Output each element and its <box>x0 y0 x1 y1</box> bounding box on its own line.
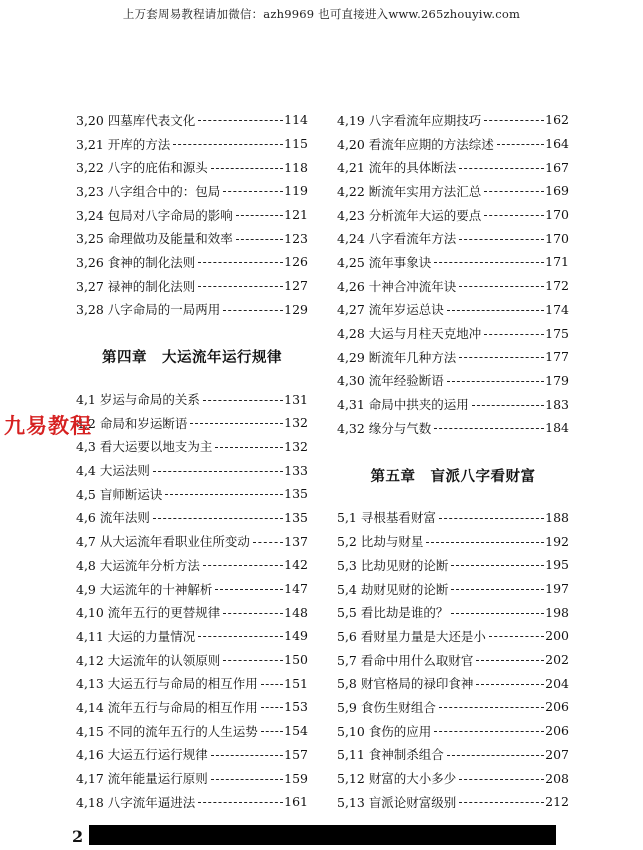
dot-leader <box>190 423 283 424</box>
toc-list-chapter4 <box>76 387 308 813</box>
toc-entry <box>76 695 308 719</box>
toc-entry-label: 4,22 断流年实用方法汇总 <box>337 183 482 199</box>
toc-entry-label: 4,14 流年五行与命局的相互作用 <box>76 699 258 715</box>
dot-leader <box>484 334 544 335</box>
toc-entry-page: 169 <box>545 183 569 199</box>
toc-entry <box>337 416 569 440</box>
toc-entry-page: 161 <box>284 794 308 810</box>
dot-leader <box>447 381 544 382</box>
toc-entry-page: 159 <box>284 770 308 786</box>
dot-leader <box>211 779 283 780</box>
toc-entry <box>337 250 569 274</box>
page-header: 上万套周易教程请加微信：azh9969 也可直接进入www.265zhouyiw.com <box>122 7 521 21</box>
spacer <box>76 321 308 335</box>
toc-entry-page: 126 <box>284 254 308 270</box>
toc-entry <box>337 648 569 672</box>
toc-entry-label: 4,8 大运流年分析方法 <box>76 557 200 573</box>
toc-entry-label: 3,28 八字命局的一局两用 <box>76 302 221 318</box>
toc-entry-page: 157 <box>284 746 308 762</box>
dot-leader <box>459 357 544 358</box>
toc-entry <box>76 458 308 482</box>
toc-left-column <box>76 108 308 814</box>
toc-entry-page: 200 <box>545 628 569 644</box>
watermark-logo: 九易教程 <box>4 414 92 438</box>
toc-entry-page: 197 <box>545 581 569 597</box>
dot-leader <box>198 262 283 263</box>
toc-entry-label: 4,17 流年能量运行原则 <box>76 771 208 787</box>
toc-entry-page: 198 <box>545 604 569 620</box>
toc-entry-page: 154 <box>284 723 308 739</box>
toc-entry <box>76 250 308 274</box>
toc-entry <box>337 369 569 393</box>
toc-entry-page: 172 <box>545 278 569 294</box>
dot-leader <box>484 191 544 192</box>
toc-list-chapter5 <box>337 506 569 814</box>
toc-entry <box>76 387 308 411</box>
toc-entry-label: 4,30 流年经验断语 <box>337 373 444 389</box>
dot-leader <box>261 731 283 732</box>
chapter-4-title: 第四章 大运流年运行规律 <box>102 349 282 367</box>
dot-leader <box>497 144 544 145</box>
toc-entry-page: 170 <box>545 230 569 246</box>
toc-entry-page: 162 <box>545 112 569 128</box>
toc-entry <box>76 529 308 553</box>
toc-entry-page: 174 <box>545 301 569 317</box>
toc-entry-page: 115 <box>284 136 308 152</box>
toc-entry-label: 5,11 食神制杀组合 <box>337 747 444 763</box>
toc-entry-page: 164 <box>545 136 569 152</box>
toc-entry-page: 132 <box>284 438 308 454</box>
toc-entry-label: 5,4 劫财见财的论断 <box>337 581 449 597</box>
dot-leader <box>198 636 283 637</box>
toc-entry <box>337 203 569 227</box>
toc-entry-label: 4,19 八字看流年应期技巧 <box>337 112 482 128</box>
toc-entry-label: 4,29 断流年几种方法 <box>337 349 457 365</box>
dot-leader <box>434 731 544 732</box>
dot-leader <box>484 120 544 121</box>
toc-entry-label: 4,3 看大运要以地支为主 <box>76 439 213 455</box>
toc-entry <box>337 155 569 179</box>
dot-leader <box>236 215 283 216</box>
dot-leader <box>153 518 283 519</box>
toc-entry <box>76 226 308 250</box>
toc-entry <box>76 482 308 506</box>
toc-entry <box>76 553 308 577</box>
toc-entry-page: 129 <box>284 301 308 317</box>
toc-entry-label: 3,24 包局对八字命局的影响 <box>76 207 233 223</box>
dot-leader <box>211 168 283 169</box>
dot-leader <box>451 613 544 614</box>
toc-entry-page: 131 <box>284 391 308 407</box>
dot-leader <box>223 660 283 661</box>
dot-leader <box>459 239 544 240</box>
dot-leader <box>447 310 544 311</box>
toc-entry-page: 127 <box>284 278 308 294</box>
dot-leader <box>165 494 283 495</box>
toc-entry-page: 123 <box>284 230 308 246</box>
toc-entry-page: 133 <box>284 462 308 478</box>
dot-leader <box>434 428 544 429</box>
dot-leader <box>426 542 544 543</box>
toc-entry-label: 5,3 比劫见财的论断 <box>337 557 449 573</box>
dot-leader <box>459 168 544 169</box>
toc-entry <box>76 155 308 179</box>
toc-entry-page: 202 <box>545 652 569 668</box>
toc-entry-label: 3,23 八字组合中的：包局 <box>76 183 221 199</box>
toc-entry-page: 195 <box>545 557 569 573</box>
dot-leader <box>451 565 544 566</box>
toc-entry <box>337 743 569 767</box>
toc-entry-label: 4,5 盲师断运诀 <box>76 486 163 502</box>
toc-entry <box>337 179 569 203</box>
dot-leader <box>198 286 283 287</box>
toc-entry <box>337 345 569 369</box>
toc-entry <box>337 553 569 577</box>
toc-entry-label: 4,25 流年事象诀 <box>337 254 432 270</box>
toc-entry-page: 170 <box>545 207 569 223</box>
toc-entry-page: 175 <box>545 325 569 341</box>
toc-entry-page: 118 <box>284 159 308 175</box>
dot-leader <box>236 239 283 240</box>
toc-entry-label: 3,20 四墓库代表文化 <box>76 112 196 128</box>
dot-leader <box>447 755 544 756</box>
toc-entry-page: 150 <box>284 652 308 668</box>
toc-entry-label: 5,7 看命中用什么取财官 <box>337 652 474 668</box>
dot-leader <box>203 400 283 401</box>
spacer <box>337 440 569 454</box>
toc-entry-label: 3,21 开库的方法 <box>76 136 171 152</box>
toc-entry <box>76 203 308 227</box>
toc-entry-page: 171 <box>545 254 569 270</box>
toc-list-chapter3 <box>76 108 308 321</box>
toc-entry-label: 5,13 盲派论财富级别 <box>337 794 457 810</box>
toc-entry <box>337 671 569 695</box>
toc-entry-label: 5,6 看财星力量是大还是小 <box>337 628 486 644</box>
toc-entry <box>337 321 569 345</box>
toc-entry-label: 4,6 流年法则 <box>76 510 150 526</box>
toc-entry <box>76 790 308 814</box>
toc-entry-label: 3,22 八字的庇佑和源头 <box>76 160 208 176</box>
toc-entry-label: 4,23 分析流年大运的要点 <box>337 207 482 223</box>
toc-entry <box>76 743 308 767</box>
toc-entry <box>76 624 308 648</box>
toc-entry-page: 206 <box>545 723 569 739</box>
toc-entry <box>76 719 308 743</box>
dot-leader <box>439 518 544 519</box>
chapter-5-title: 第五章 盲派八字看财富 <box>370 467 536 485</box>
toc-entry-page: 119 <box>284 183 308 199</box>
dot-leader <box>153 471 283 472</box>
toc-entry <box>76 298 308 322</box>
toc-entry-page: 135 <box>284 509 308 525</box>
toc-entry-label: 4,27 流年岁运总诀 <box>337 302 444 318</box>
dot-leader <box>198 120 283 121</box>
toc-entry <box>337 719 569 743</box>
toc-entry-label: 4,20 看流年应期的方法综述 <box>337 136 494 152</box>
page-number: 2 <box>72 827 84 846</box>
toc-entry <box>337 298 569 322</box>
toc-entry <box>76 671 308 695</box>
toc-entry-label: 5,2 比劫与财星 <box>337 534 424 550</box>
dot-leader <box>439 707 544 708</box>
dot-leader <box>223 310 283 311</box>
toc-entry-page: 114 <box>284 112 308 128</box>
dot-leader <box>215 447 283 448</box>
toc-entry <box>76 435 308 459</box>
dot-leader <box>215 589 283 590</box>
toc-entry <box>337 766 569 790</box>
toc-entry-label: 4,24 八字看流年方法 <box>337 231 457 247</box>
toc-entry-page: 208 <box>545 770 569 786</box>
toc-entry <box>76 108 308 132</box>
toc-entry <box>337 506 569 530</box>
toc-entry-page: 192 <box>545 533 569 549</box>
dot-leader <box>203 565 283 566</box>
toc-entry-page: 204 <box>545 675 569 691</box>
dot-leader <box>173 144 283 145</box>
toc-entry-page: 212 <box>545 794 569 810</box>
dot-leader <box>253 542 283 543</box>
toc-entry <box>76 766 308 790</box>
toc-entry-page: 121 <box>284 207 308 223</box>
dot-leader <box>484 215 544 216</box>
dot-leader <box>198 802 283 803</box>
toc-entry <box>337 392 569 416</box>
toc-entry-label: 4,4 大运法则 <box>76 463 150 479</box>
toc-entry-page: 188 <box>545 509 569 525</box>
dot-leader <box>459 286 544 287</box>
toc-entry <box>76 411 308 435</box>
toc-entry-label: 4,1 岁运与命局的关系 <box>76 392 200 408</box>
toc-right-column <box>337 108 569 814</box>
dot-leader <box>476 684 544 685</box>
toc-entry-label: 5,12 财富的大小多少 <box>337 771 457 787</box>
toc-entry-label: 4,10 流年五行的更替规律 <box>76 605 221 621</box>
toc-entry <box>76 274 308 298</box>
toc-entry <box>337 600 569 624</box>
toc-entry <box>337 132 569 156</box>
toc-entry <box>337 274 569 298</box>
toc-entry-label: 5,8 财官格局的禄印食神 <box>337 676 474 692</box>
redaction-bar <box>89 825 556 845</box>
toc-entry-label: 4,21 流年的具体断法 <box>337 160 457 176</box>
toc-entry-page: 206 <box>545 699 569 715</box>
toc-entry-page: 184 <box>545 420 569 436</box>
toc-entry-label: 5,5 看比劫是谁的？ <box>337 605 449 621</box>
toc-entry-label: 5,10 食伤的应用 <box>337 723 432 739</box>
toc-entry-page: 151 <box>284 675 308 691</box>
dot-leader <box>261 684 283 685</box>
toc-entry <box>337 577 569 601</box>
toc-entry <box>76 506 308 530</box>
toc-entry-page: 167 <box>545 159 569 175</box>
dot-leader <box>261 707 283 708</box>
toc-entry-page: 147 <box>284 581 308 597</box>
toc-entry-page: 177 <box>545 349 569 365</box>
toc-entry <box>337 624 569 648</box>
toc-entry-page: 207 <box>545 746 569 762</box>
toc-entry <box>76 179 308 203</box>
toc-entry-label: 4,15 不同的流年五行的人生运势 <box>76 723 258 739</box>
toc-entry-page: 153 <box>284 699 308 715</box>
toc-entry <box>76 577 308 601</box>
toc-entry <box>337 695 569 719</box>
toc-entry-label: 4,13 大运五行与命局的相互作用 <box>76 676 258 692</box>
toc-entry-label: 4,18 八字流年逼进法 <box>76 794 196 810</box>
dot-leader <box>472 405 544 406</box>
toc-entry-page: 148 <box>284 604 308 620</box>
toc-entry-page: 137 <box>284 533 308 549</box>
dot-leader <box>459 802 544 803</box>
toc-entry <box>337 108 569 132</box>
toc-entry-label: 3,25 命理做功及能量和效率 <box>76 231 233 247</box>
toc-entry-label: 4,16 大运五行运行规律 <box>76 747 208 763</box>
toc-entry <box>337 226 569 250</box>
dot-leader <box>223 191 283 192</box>
toc-entry-label: 4,31 命局中拱夹的运用 <box>337 397 469 413</box>
toc-entry-label: 4,32 缘分与气数 <box>337 420 432 436</box>
toc-entry <box>337 529 569 553</box>
toc-entry <box>337 790 569 814</box>
dot-leader <box>211 755 283 756</box>
toc-entry-label: 3,26 食神的制化法则 <box>76 254 196 270</box>
toc-entry-label: 4,12 大运流年的认领原则 <box>76 652 221 668</box>
toc-entry <box>76 600 308 624</box>
toc-entry <box>76 132 308 156</box>
toc-entry-page: 135 <box>284 486 308 502</box>
dot-leader <box>434 262 544 263</box>
dot-leader <box>489 636 544 637</box>
toc-entry-label: 3,27 禄神的制化法则 <box>76 278 196 294</box>
toc-entry <box>76 648 308 672</box>
dot-leader <box>451 589 544 590</box>
toc-list-chapter4-cont <box>337 108 569 440</box>
toc-entry-page: 142 <box>284 557 308 573</box>
toc-entry-label: 4,7 从大运流年看职业住所变动 <box>76 534 250 550</box>
toc-entry-label: 4,11 大运的力量情况 <box>76 628 196 644</box>
toc-entry-label: 4,2 命局和岁运断语 <box>76 415 188 431</box>
toc-entry-label: 5,1 寻根基看财富 <box>337 510 436 526</box>
toc-entry-page: 183 <box>545 396 569 412</box>
toc-entry-label: 4,26 十神合冲流年诀 <box>337 278 457 294</box>
toc-entry-label: 4,9 大运流年的十神解析 <box>76 581 213 597</box>
toc-entry-page: 149 <box>284 628 308 644</box>
dot-leader <box>476 660 544 661</box>
toc-entry-page: 132 <box>284 415 308 431</box>
toc-entry-label: 5,9 食伤生财组合 <box>337 699 436 715</box>
toc-entry-page: 179 <box>545 372 569 388</box>
dot-leader <box>223 613 283 614</box>
dot-leader <box>459 779 544 780</box>
toc-entry-label: 4,28 大运与月柱天克地冲 <box>337 326 482 342</box>
